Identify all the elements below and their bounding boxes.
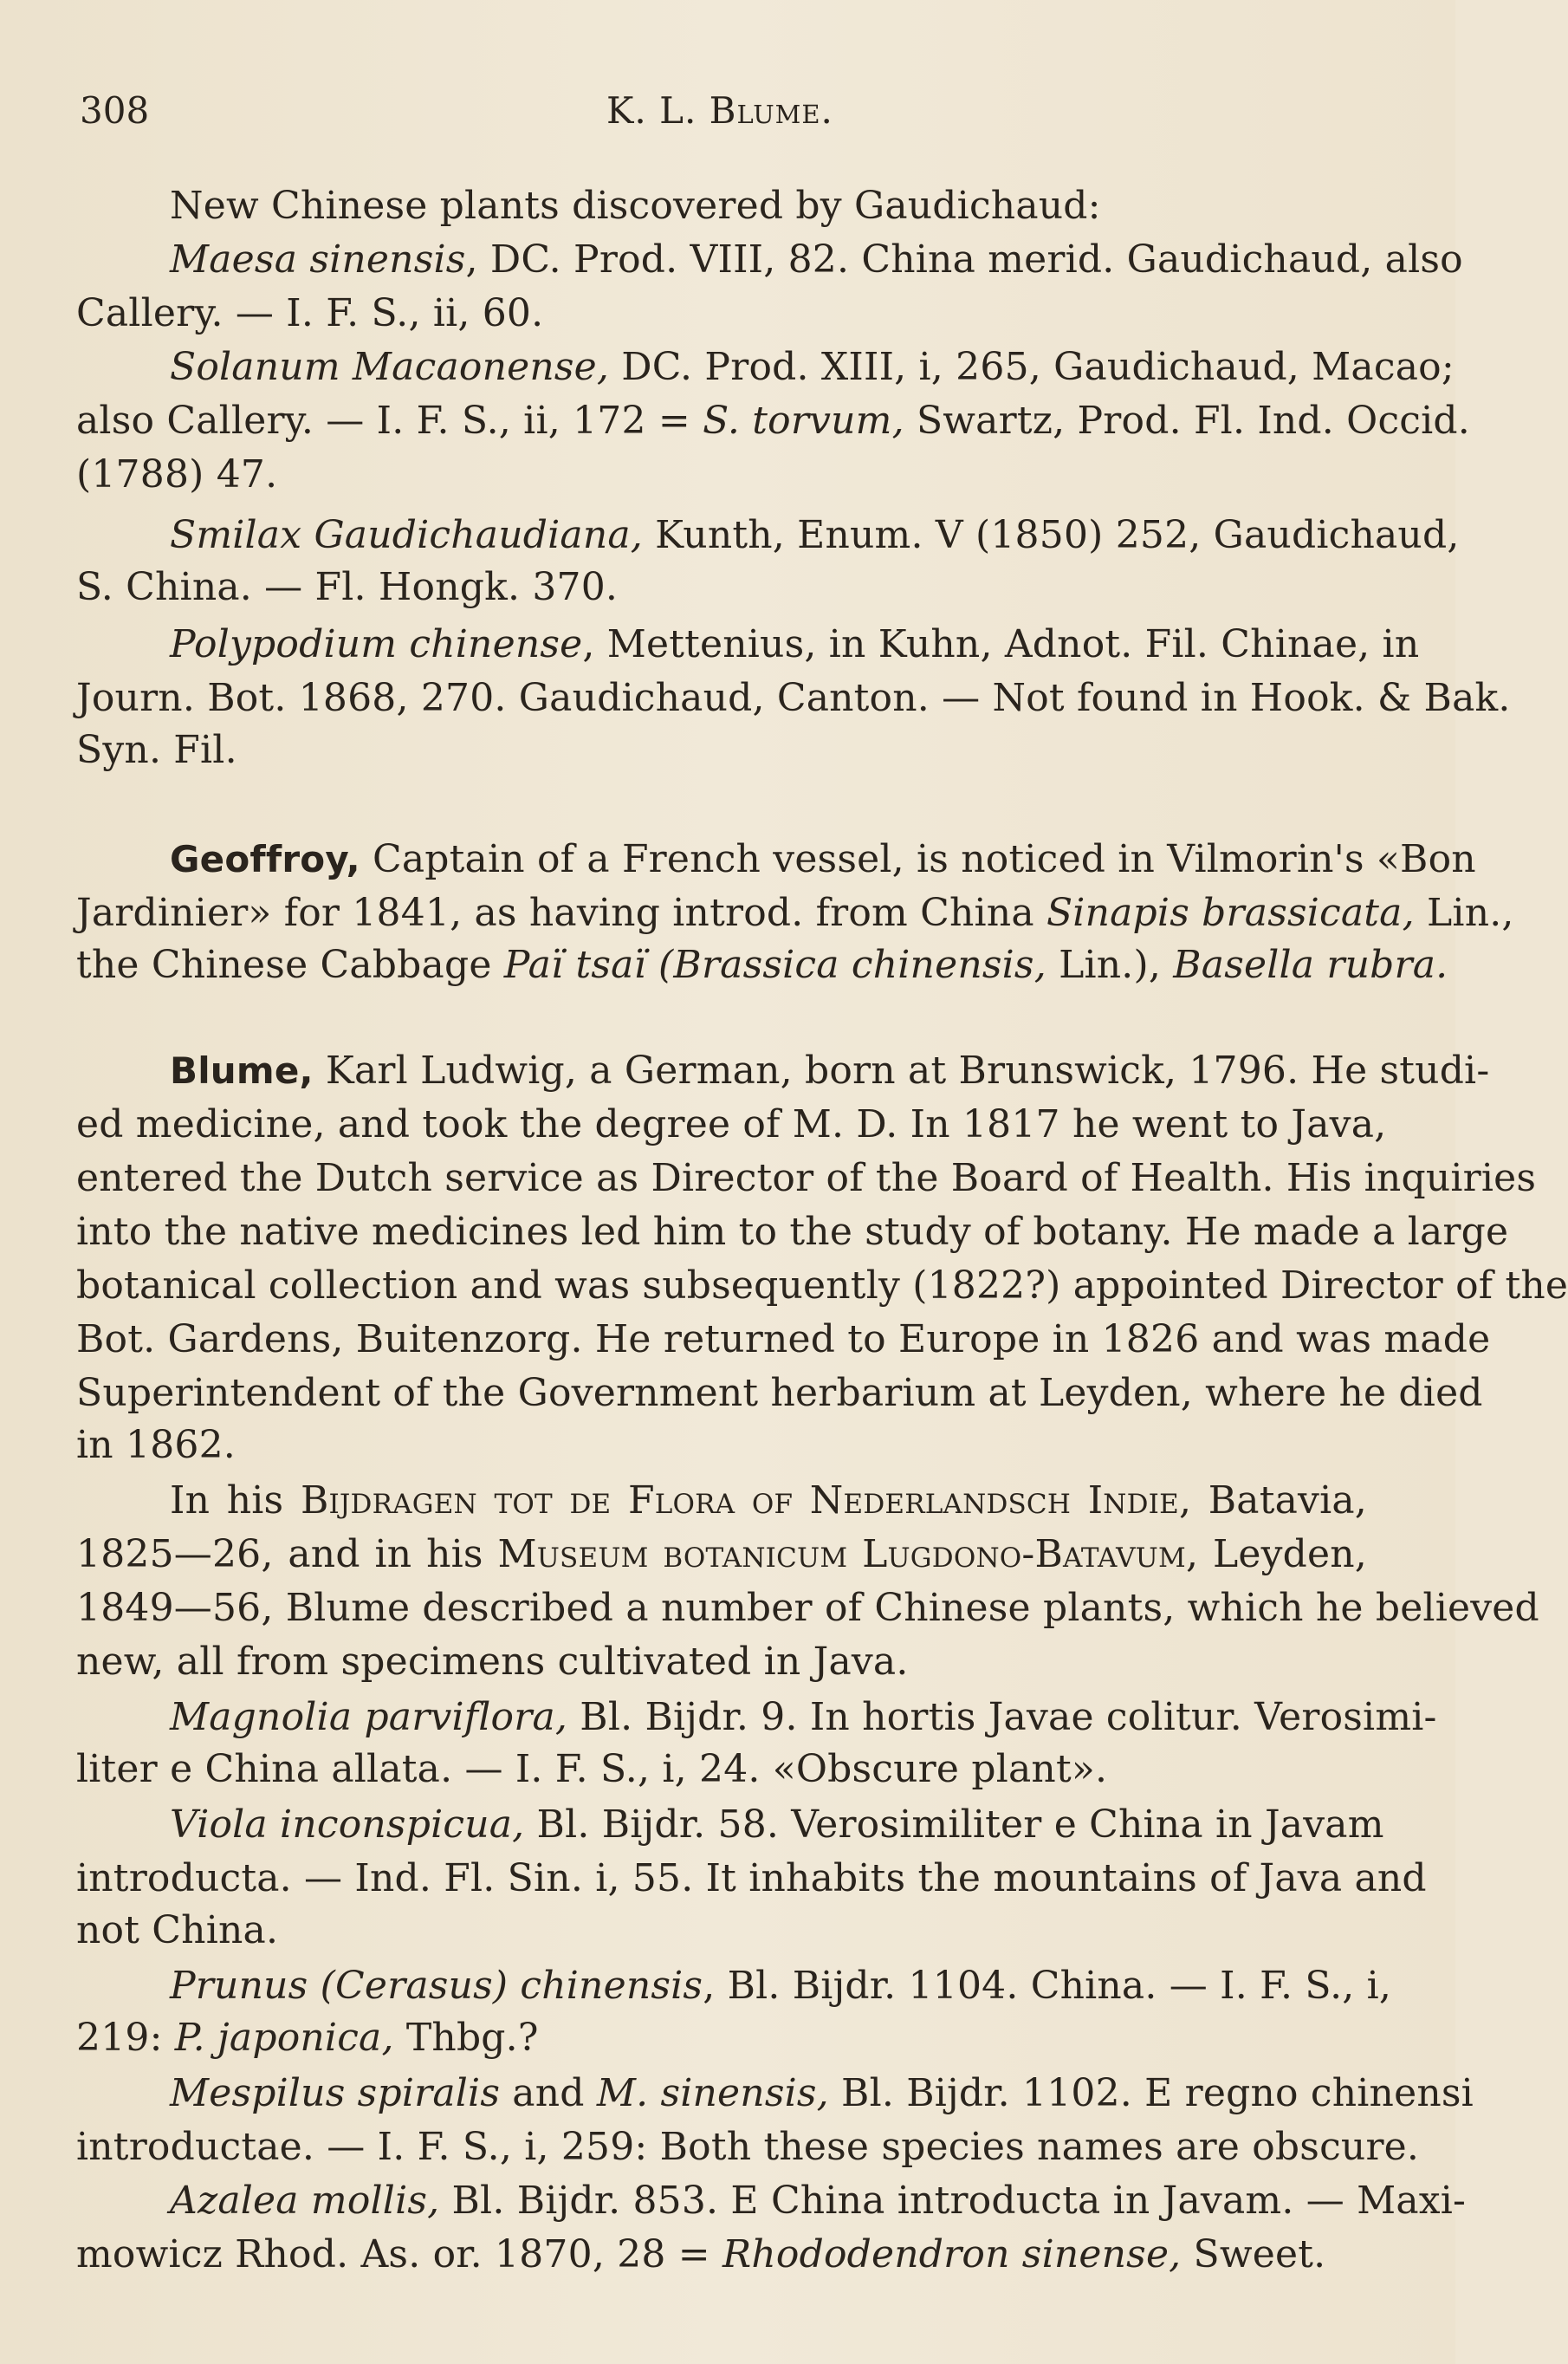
entry-smilax-line1: Smilax Gaudichaudiana, Kunth, Enum. V (1850) 252, Gaudichaud, xyxy=(170,513,1460,557)
blume-works-line2: 1825—26, and in his Museum botanicum Lugdono-Batavum, Leyden, xyxy=(76,1532,1367,1576)
person-name: Geoffroy, xyxy=(170,838,360,880)
species-name: Viola inconspicua, xyxy=(170,1802,525,1847)
species-name: Rhododendron sinense, xyxy=(722,2232,1182,2276)
species-name: Polypodium chinense xyxy=(170,622,583,666)
blume-bio-line2: ed medicine, and took the degree of M. D. In 1817 he went to Java, xyxy=(76,1102,1387,1146)
gaudichaud-intro: New Chinese plants discovered by Gaudichaud: xyxy=(170,184,1101,228)
blume-bio-line8: in 1862. xyxy=(76,1423,236,1467)
blume-bio-line3: entered the Dutch service as Director of the Board of Health. His inquiries xyxy=(76,1156,1537,1200)
magnolia-line1: Magnolia parviflora, Bl. Bijdr. 9. In hortis Javae colitur. Verosimi- xyxy=(170,1695,1437,1739)
blume-bio-line5: botanical collection and was subsequently (1822?) appointed Director of the xyxy=(76,1263,1568,1308)
entry-polypodium-line3: Syn. Fil. xyxy=(76,728,237,772)
entry-polypodium-line2: Journ. Bot. 1868, 270. Gaudichaud, Canton. — Not found in Hook. & Bak. xyxy=(76,676,1511,720)
species-name: Prunus (Cerasus) chinensis xyxy=(170,1964,703,2008)
entry-solanum-line1: Solanum Macaonense, DC. Prod. XIII, i, 265, Gaudichaud, Macao; xyxy=(170,345,1455,389)
entry-polypodium-line1: Polypodium chinense, Mettenius, in Kuhn, Adnot. Fil. Chinae, in xyxy=(170,622,1420,666)
blume-works-line1: In his Bijdragen tot de Flora of Nederlandsch Indie, Batavia, xyxy=(170,1478,1367,1523)
entry-maesa-line1: Maesa sinensis, DC. Prod. VIII, 82. China merid. Gaudichaud, also xyxy=(170,237,1463,282)
species-name: Maesa sinensis xyxy=(170,237,466,282)
species-name: Magnolia parviflora, xyxy=(170,1695,568,1739)
blume-bio-line1: Blume, Karl Ludwig, a German, born at Brunswick, 1796. He studi- xyxy=(170,1049,1490,1093)
mespilus-line2: introductae. — I. F. S., i, 259: Both these species names are obscure. xyxy=(76,2125,1420,2169)
page-number: 308 xyxy=(80,89,150,132)
viola-line2: introducta. — Ind. Fl. Sin. i, 55. It inhabits the mountains of Java and xyxy=(76,1856,1427,1900)
species-name: Solanum Macaonense, xyxy=(170,345,610,389)
species-name: Basella rubra. xyxy=(1173,943,1448,987)
blume-bio-line7: Superintendent of the Government herbarium at Leyden, where he died xyxy=(76,1371,1483,1415)
geoffroy-line2: Jardinier» for 1841, as having introd. from China Sinapis brassicata, Lin., xyxy=(76,891,1514,935)
species-name: Azalea mollis, xyxy=(170,2179,440,2223)
species-name: Sinapis brassicata, xyxy=(1046,891,1415,935)
prunus-line1: Prunus (Cerasus) chinensis, Bl. Bijdr. 1104. China. — I. F. S., i, xyxy=(170,1964,1392,2008)
species-name: P. japonica, xyxy=(174,2016,394,2060)
magnolia-line2: liter e China allata. — I. F. S., i, 24. «Obscure plant». xyxy=(76,1747,1108,1791)
geoffroy-line1: Geoffroy, Captain of a French vessel, is noticed in Vilmorin's «Bon xyxy=(170,837,1476,881)
species-name: Smilax Gaudichaudiana, xyxy=(170,513,643,557)
entry-solanum-line3: (1788) 47. xyxy=(76,452,278,497)
work-title: Museum botanicum Lugdono-Batavum xyxy=(497,1532,1186,1576)
entry-smilax-line2: S. China. — Fl. Hongk. 370. xyxy=(76,565,619,609)
mespilus-line1: Mespilus spiralis and M. sinensis, Bl. Bijdr. 1102. E regno chinensi xyxy=(170,2071,1474,2115)
azalea-line2: mowicz Rhod. As. or. 1870, 28 = Rhododendron sinense, Sweet. xyxy=(76,2232,1326,2276)
entry-maesa-line2: Callery. — I. F. S., ii, 60. xyxy=(76,291,544,335)
blume-works-line4: new, all from specimens cultivated in Java. xyxy=(76,1640,909,1684)
entry-solanum-line2: also Callery. — I. F. S., ii, 172 = S. torvum, Swartz, Prod. Fl. Ind. Occid. xyxy=(76,399,1470,443)
viola-line3: not China. xyxy=(76,1908,279,1952)
blume-bio-line6: Bot. Gardens, Buitenzorg. He returned to Europe in 1826 and was made xyxy=(76,1317,1491,1361)
viola-line1: Viola inconspicua, Bl. Bijdr. 58. Verosimiliter e China in Javam xyxy=(170,1802,1384,1847)
geoffroy-line3: the Chinese Cabbage Paï tsaï (Brassica chinensis, Lin.), Basella rubra. xyxy=(76,943,1448,987)
blume-works-line3: 1849—56, Blume described a number of Chinese plants, which he believed xyxy=(76,1586,1539,1630)
blume-bio-line4: into the native medicines led him to the study of botany. He made a large xyxy=(76,1210,1509,1254)
person-name: Blume, xyxy=(170,1049,314,1092)
species-name: Mespilus spiralis xyxy=(170,2071,501,2115)
species-name: Paï tsaï (Brassica chinensis, xyxy=(503,943,1046,987)
work-title: Bijdragen tot de Flora of Nederlandsch Indie xyxy=(300,1478,1179,1523)
prunus-line2: 219: P. japonica, Thbg.? xyxy=(76,2016,539,2060)
azalea-line1: Azalea mollis, Bl. Bijdr. 853. E China introducta in Javam. — Maxi- xyxy=(170,2179,1467,2223)
species-name: M. sinensis, xyxy=(596,2071,829,2115)
running-title: K. L. Blume. xyxy=(606,89,833,132)
synonym: S. torvum, xyxy=(703,399,904,443)
